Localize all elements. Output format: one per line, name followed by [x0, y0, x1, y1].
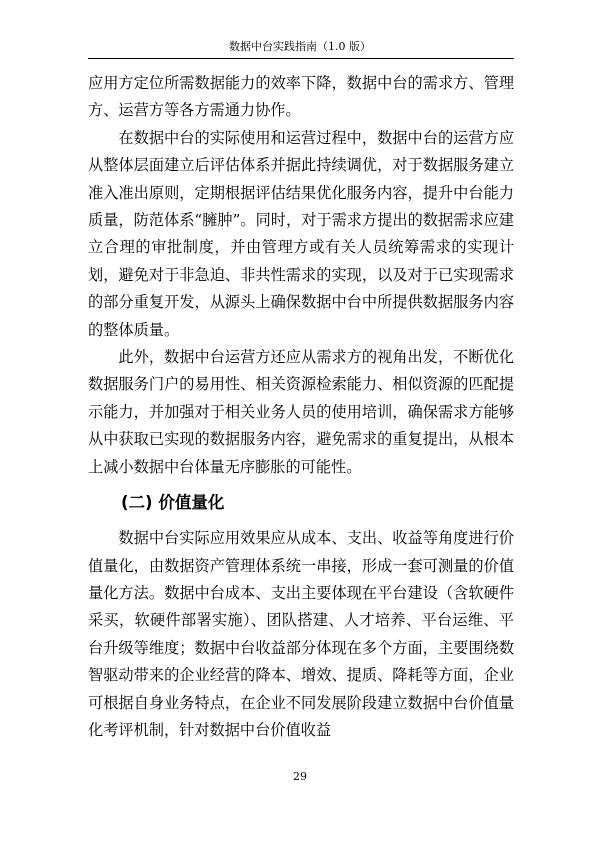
- paragraph-value-quantification: 数据中台实际应用效果应从成本、支出、收益等角度进行价值量化，由数据资产管理体系统一串接，形成一套可测量的价值量化方法。数据中台成本、支出主要体现在平台建设（含软硬件采买，软硬件部署实施）、团队搭建、人才培养、平台运维、平台升级等维度；数据中台收益部分体现在多个方面，主要围绕数智驱动带来的企业经营的降本、增效、提质、降耗等方面，企业可根据自身业务特点，在企业不同发展阶段建立数据中台价值量化考评机制，针对数据中台价值收益: [88, 529, 514, 739]
- paragraph-operations: 在数据中台的实际使用和运营过程中，数据中台的运营方应从整体层面建立后评估体系并据此持续调优，对于数据服务建立准入准出原则，定期根据评估结果优化服务内容，提升中台能力质量，防范体系“臃肿”。同时，对于需求方提出的数据需求应建立合理的审批制度，并由管理方或有关人员统筹需求的实现计划，避免对于非急迫、非共性需求的实现，以及对于已实现需求的部分重复开发，从源头上确保数据中台中所提供数据服务内容的整体质量。: [88, 128, 514, 339]
- paragraph-continuation: 应用方定位所需数据能力的效率下降，数据中台的需求方、管理方、运营方等各方需通力协作。: [88, 74, 514, 120]
- page-number: 29: [293, 770, 307, 783]
- section-heading: (二) 价值量化: [121, 493, 225, 513]
- header-rule: [88, 58, 514, 59]
- paragraph-service-portal: 此外，数据中台运营方还应从需求方的视角出发，不断优化数据服务门户的易用性、相关资源检索能力、相似资源的匹配提示能力，并加强对于相关业务人员的使用培训，确保需求方能够从中获取已实现的数据服务内容，避免需求的重复提出，从根本上减小数据中台体量无序膨胀的可能性。: [88, 348, 514, 476]
- running-header: 数据中台实践指南（1.0 版）: [229, 40, 371, 53]
- page-body: [88, 70, 514, 744]
